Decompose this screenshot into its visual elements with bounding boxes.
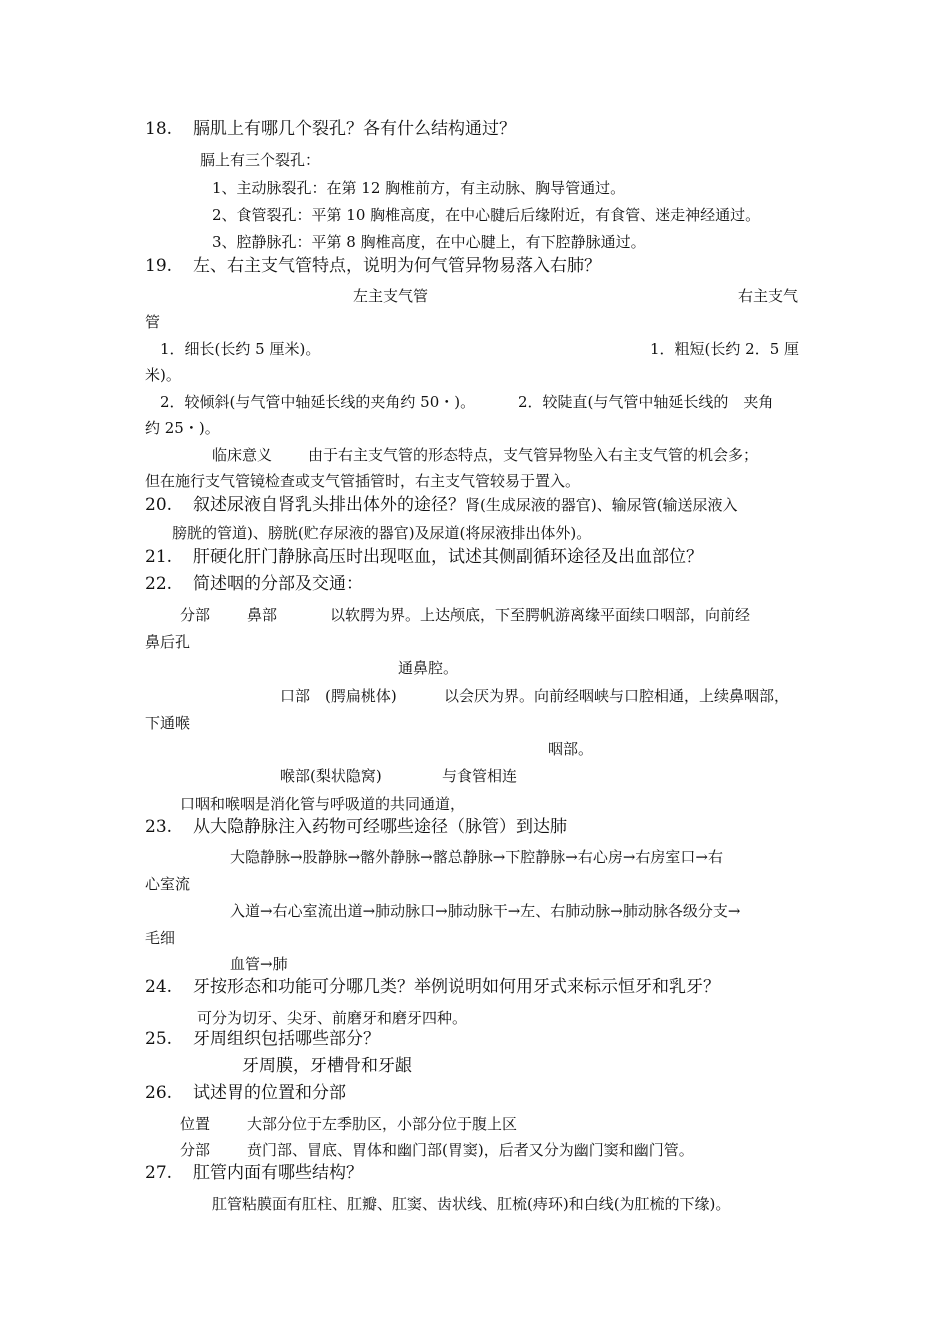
question-24 bbox=[145, 977, 720, 997]
question-title: 肝硬化肝门静脉高压时出现呕血，试述其侧副循环途径及出血部位？ bbox=[193, 547, 703, 567]
oropharynx-desc-cont: 下通喉 bbox=[145, 714, 191, 732]
question-title: 试述胃的位置和分部 bbox=[193, 1083, 346, 1103]
question-number: 25. bbox=[145, 1029, 173, 1049]
right-bronchus-header-cont: 管 bbox=[145, 313, 161, 331]
oropharynx-label: 口部 (腭扁桃体) bbox=[280, 687, 397, 705]
question-25 bbox=[145, 1029, 380, 1049]
right-feature-2-cont: 约 25・)。 bbox=[145, 419, 220, 437]
clinical-label: 临床意义 bbox=[212, 446, 273, 464]
pathway-line: 血管→肺 bbox=[230, 955, 288, 973]
stomach-parts: 贲门部、冒底、胃体和幽门部(胃窦)，后者又分为幽门窦和幽门管。 bbox=[247, 1141, 694, 1159]
stomach-position-label: 位置 bbox=[180, 1115, 211, 1133]
question-number: 21. bbox=[145, 547, 173, 567]
question-title: 左、右主支气管特点，说明为何气管异物易落入右肺？ bbox=[193, 256, 601, 276]
left-feature-2: 2．较倾斜(与气管中轴延长线的夹角约 50・)。 bbox=[160, 393, 476, 411]
question-23 bbox=[145, 817, 567, 837]
left-feature-1: 1．细长(长约 5 厘米)。 bbox=[160, 340, 321, 358]
question-number: 24. bbox=[145, 977, 173, 997]
right-feature-2: 2．较陡直(与气管中轴延长线的 夹角 bbox=[518, 393, 774, 411]
pharynx-part-label: 分部 bbox=[180, 606, 211, 624]
question-number: 27. bbox=[145, 1163, 173, 1183]
question-title: 叙述尿液自肾乳头排出体外的途径？ bbox=[193, 495, 465, 515]
answer-text: 牙周膜，牙槽骨和牙龈 bbox=[242, 1056, 412, 1076]
stomach-position: 大部分位于左季肋区，小部分位于腹上区 bbox=[247, 1115, 518, 1133]
question-title: 从大隐静脉注入药物可经哪些途径（脉管）到达肺 bbox=[193, 817, 567, 837]
laryngopharynx-label: 喉部(梨状隐窝) bbox=[280, 767, 382, 785]
right-bronchus-header: 右主支气 bbox=[738, 287, 799, 305]
question-number: 20. bbox=[145, 495, 173, 515]
question-number: 18. bbox=[145, 119, 173, 139]
question-title: 牙按形态和功能可分哪几类？举例说明如何用牙式来标示恒牙和乳牙？ bbox=[193, 977, 720, 997]
question-19 bbox=[145, 256, 601, 276]
nasopharynx-desc-end: 通鼻腔。 bbox=[398, 659, 459, 677]
nasopharynx-label: 鼻部 bbox=[247, 606, 278, 624]
left-bronchus-header: 左主支气管 bbox=[353, 287, 429, 305]
question-21 bbox=[145, 547, 703, 567]
question-title: 牙周组织包括哪些部分？ bbox=[193, 1029, 380, 1049]
clinical-text-cont: 但在施行支气管镜检查或支气管插管时，右主支气管较易于置入。 bbox=[145, 472, 581, 490]
answer-item: 1、主动脉裂孔：在第 12 胸椎前方，有主动脉、胸导管通过。 bbox=[212, 179, 626, 197]
answer-item: 3、腔静脉孔：平第 8 胸椎高度，在中心腱上，有下腔静脉通过。 bbox=[212, 233, 646, 251]
question-title: 肛管内面有哪些结构？ bbox=[193, 1163, 363, 1183]
answer-text-cont: 膀胱的管道)、膀胱(贮存尿液的器官)及尿道(将尿液排出体外)。 bbox=[172, 524, 592, 542]
question-22 bbox=[145, 574, 363, 594]
answer-intro: 膈上有三个裂孔： bbox=[200, 151, 321, 169]
answer-text: 可分为切牙、尖牙、前磨牙和磨牙四种。 bbox=[197, 1009, 468, 1027]
oropharynx-desc: 以会厌为界。向前经咽峡与口腔相通，上续鼻咽部， bbox=[444, 687, 790, 705]
question-title: 简述咽的分部及交通： bbox=[193, 574, 363, 594]
answer-text: 肾(生成尿液的器官)、输尿管(输送尿液入 bbox=[465, 496, 738, 514]
nasopharynx-desc: 以软腭为界。上达颅底，下至腭帆游离缘平面续口咽部，向前经 bbox=[330, 606, 751, 624]
answer-text: 肛管粘膜面有肛柱、肛瓣、肛窦、齿状线、肛梳(痔环)和白线(为肛梳的下缘)。 bbox=[212, 1195, 731, 1213]
pathway-line: 大隐静脉→股静脉→髂外静脉→髂总静脉→下腔静脉→右心房→右房室口→右 bbox=[230, 848, 723, 866]
nasopharynx-desc-cont: 鼻后孔 bbox=[145, 633, 191, 651]
right-feature-1-cont: 米)。 bbox=[145, 366, 181, 384]
question-27 bbox=[145, 1163, 363, 1183]
clinical-text: 由于右主支气管的形态特点，支气管异物坠入右主支气管的机会多； bbox=[308, 446, 759, 464]
question-number: 22. bbox=[145, 574, 173, 594]
question-20 bbox=[145, 495, 738, 515]
question-number: 23. bbox=[145, 817, 173, 837]
pathway-line: 入道→右心室流出道→肺动脉口→肺动脉干→左、右肺动脉→肺动脉各级分支→ bbox=[230, 902, 741, 920]
pathway-line: 心室流 bbox=[145, 875, 191, 893]
stomach-parts-label: 分部 bbox=[180, 1141, 211, 1159]
question-26 bbox=[145, 1083, 346, 1103]
oropharynx-desc-end: 咽部。 bbox=[548, 740, 594, 758]
clinical-significance bbox=[212, 445, 758, 465]
pathway-line: 毛细 bbox=[145, 929, 176, 947]
answer-item: 2、食管裂孔：平第 10 胸椎高度，在中心腱后后缘附近，有食管、迷走神经通过。 bbox=[212, 206, 761, 224]
question-number: 19. bbox=[145, 256, 173, 276]
question-title: 膈肌上有哪几个裂孔？各有什么结构通过？ bbox=[193, 119, 516, 139]
right-feature-1: 1．粗短(长约 2．5 厘 bbox=[650, 340, 800, 358]
pharynx-note: 口咽和喉咽是消化管与呼吸道的共同通道， bbox=[180, 795, 466, 813]
laryngopharynx-desc: 与食管相连 bbox=[442, 767, 518, 785]
question-18 bbox=[145, 119, 516, 139]
question-number: 26. bbox=[145, 1083, 173, 1103]
